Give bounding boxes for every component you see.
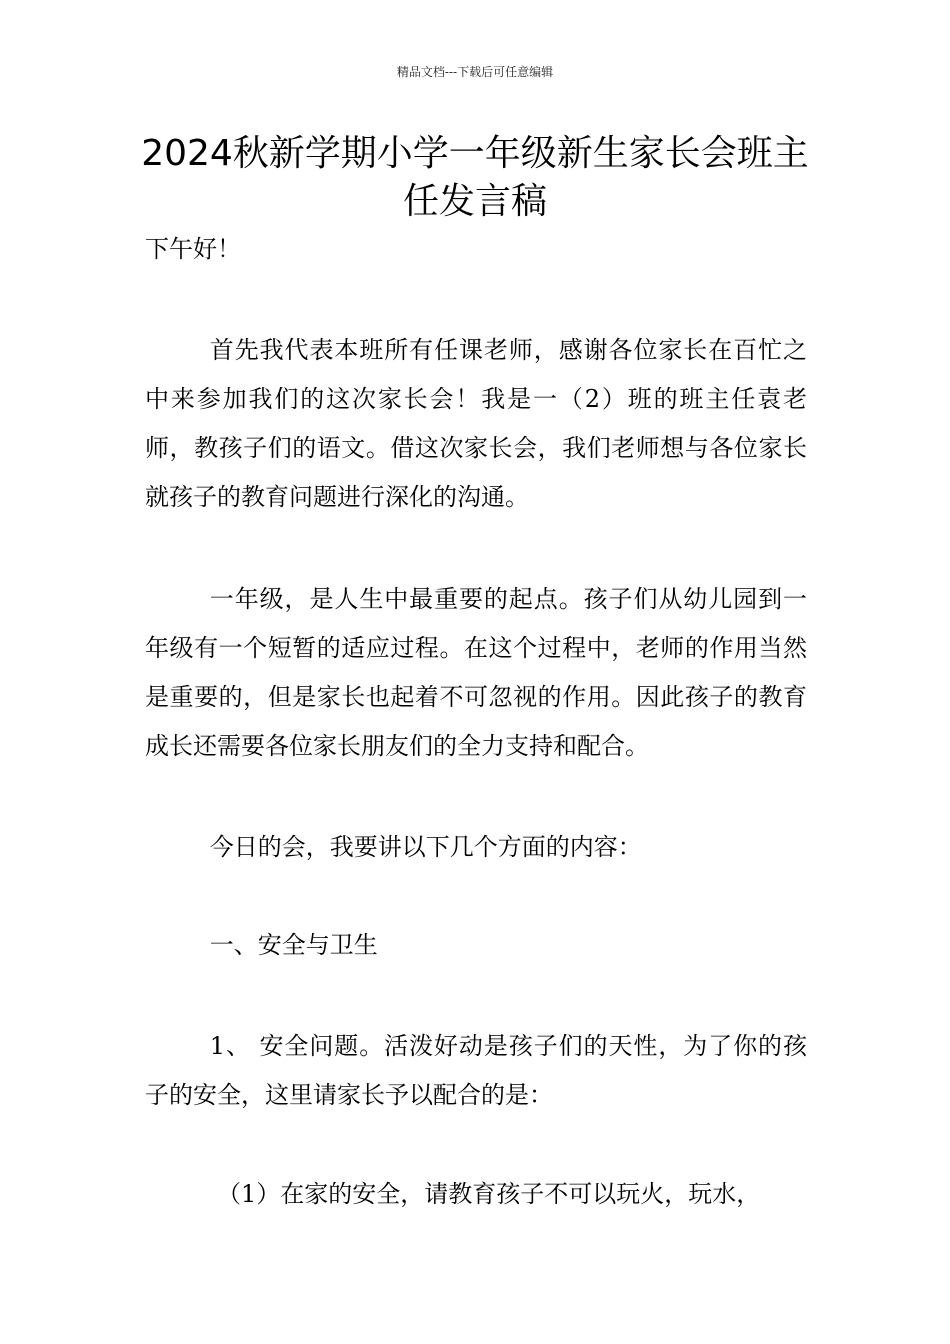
item-home-safety: （1）在家的安全，请教育孩子不可以玩火，玩水，: [217, 1180, 761, 1208]
document-title: 2024秋新学期小学一年级新生家长会班主任发言稿: [141, 133, 809, 222]
paragraph-agenda: 今日的会，我要讲以下几个方面的内容：: [209, 833, 642, 861]
item-safety-issue: 1、 安全问题。活泼好动是孩子们的天性，为了你的孩子的安全，这里请家长予以配合的是：: [145, 1032, 807, 1109]
greeting: 下午好！: [145, 235, 241, 263]
paragraph-intro: 首先我代表本班所有任课老师，感谢各位家长在百忙之中来参加我们的这次家长会！我是一（2）班的班主任袁老师，教孩子们的语文。借这次家长会，我们老师想与各位家长就孩子的教育问题进行深化的沟通。: [145, 336, 807, 511]
header-note: 精品文档---下载后可任意编辑: [396, 65, 554, 79]
section-heading-safety: 一、安全与卫生: [209, 931, 378, 959]
paragraph-first-grade: 一年级，是人生中最重要的起点。孩子们从幼儿园到一年级有一个短暂的适应过程。在这个过程中，老师的作用当然是重要的，但是家长也起着不可忽视的作用。因此孩子的教育成长还需要各位家长朋友们的全力支持和配合。: [145, 585, 807, 760]
